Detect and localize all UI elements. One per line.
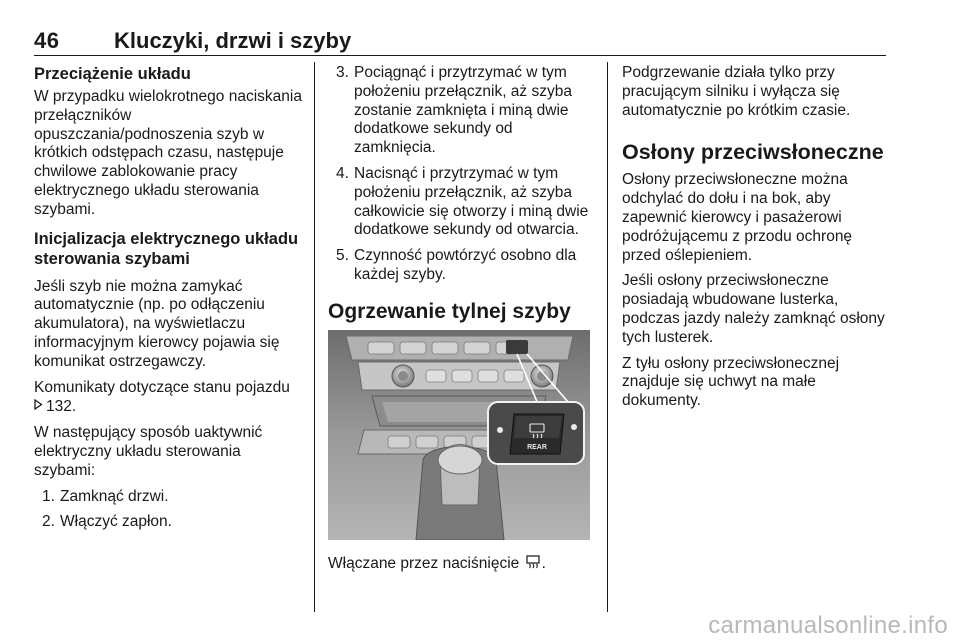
steps-list-2	[328, 64, 594, 285]
figure-caption	[328, 554, 594, 576]
heading-initialization: Inicjalizacja elektrycznego układu sterowania szybami	[34, 229, 299, 268]
rear-button-label: REAR	[527, 443, 547, 451]
arrow-right-icon	[34, 397, 43, 416]
step-number: 5.	[336, 247, 349, 265]
paragraph-sun-visor-2: Jeśli osłony przeciwsłoneczne posiadają wbudowane lusterka, podczas jazdy należy zamknąć osłony tych lusterek.	[622, 272, 885, 346]
list-item	[34, 488, 302, 507]
paragraph-overload: W przypadku wielokrotnego naciskania przełączników opuszczania/podnoszenia szyb w krótkich odstępach czasu, następuje chwilowe zablokowanie pracy elektrycznego układu sterowania szybami.	[34, 88, 302, 218]
list-item	[34, 513, 302, 532]
watermark: carmanualsonline.info	[708, 612, 948, 639]
column-3	[622, 64, 886, 418]
step-number: 2.	[42, 513, 55, 531]
steps-list-1	[34, 488, 302, 533]
heading-rear-window-heating: Ogrzewanie tylnej szyby	[328, 299, 571, 323]
paragraph-sun-visor-1: Osłony przeciwsłoneczne można odchylać do dołu i na bok, aby zapewnić kierowcy i pasażerowi podróżującemu z przodu ochronę przed oślepieniem.	[622, 171, 853, 264]
paragraph-sun-visor-3: Z tyłu osłony przeciwsłonecznej znajduje się uchwyt na małe dokumenty.	[622, 354, 840, 410]
step-text: Nacisnąć i przytrzymać w tym położeniu przełącznik, aż szyba całkowicie się otworzy i miną dwie dodatkowe sekundy od otwarcia.	[354, 164, 589, 239]
step-number: 1.	[42, 487, 55, 505]
column-2	[328, 64, 594, 583]
list-item	[328, 247, 594, 285]
paragraph-heating-note: Podgrzewanie działa tylko przy pracującym silniku i wyłącza się automatycznie po krótkim czasie.	[622, 64, 851, 119]
heading-overload: Przeciążenie układu	[34, 65, 191, 83]
step-text: Czynność powtórzyć osobno dla każdej szyby.	[354, 247, 577, 283]
caption-suffix: .	[541, 554, 546, 572]
running-title: Kluczyki, drzwi i szyby	[114, 28, 352, 53]
column-divider-1	[314, 62, 315, 612]
page-number: 46	[34, 28, 60, 53]
center-console-illustration	[328, 330, 590, 540]
paragraph-activate: W następujący sposób uaktywnić elektryczny układu sterowania szybami:	[34, 424, 263, 479]
list-item	[328, 64, 594, 158]
step-text: Włączyć zapłon.	[60, 513, 172, 531]
cross-reference-link[interactable]: 132.	[46, 398, 77, 416]
rear-window-heater-icon	[525, 554, 541, 576]
caption-text: Włączane przez naciśnięcie	[328, 554, 520, 572]
step-text: Zamknąć drzwi.	[60, 487, 169, 505]
paragraph-messages	[34, 379, 302, 418]
center-console-figure	[328, 330, 590, 540]
step-text: Pociągnąć i przytrzymać w tym położeniu przełącznik, aż szyba zostanie zamknięta i miną dwie dodatkowe sekundy od zamknięcia.	[354, 64, 572, 157]
step-number: 4.	[336, 164, 349, 182]
messages-text: Komunikaty dotyczące stanu pojazdu	[34, 378, 290, 396]
step-number: 3.	[336, 64, 349, 81]
header-rule	[34, 55, 886, 56]
column-1	[34, 64, 302, 539]
heading-sun-visors: Osłony przeciwsłoneczne	[622, 140, 884, 165]
column-divider-2	[607, 62, 608, 612]
list-item	[328, 165, 594, 240]
paragraph-initialization: Jeśli szyb nie można zamykać automatycznie (np. po odłączeniu akumulatora), na wyświetlaczu informacyjnym kierowcy pojawia się komunikat ostrzegawczy.	[34, 277, 280, 370]
